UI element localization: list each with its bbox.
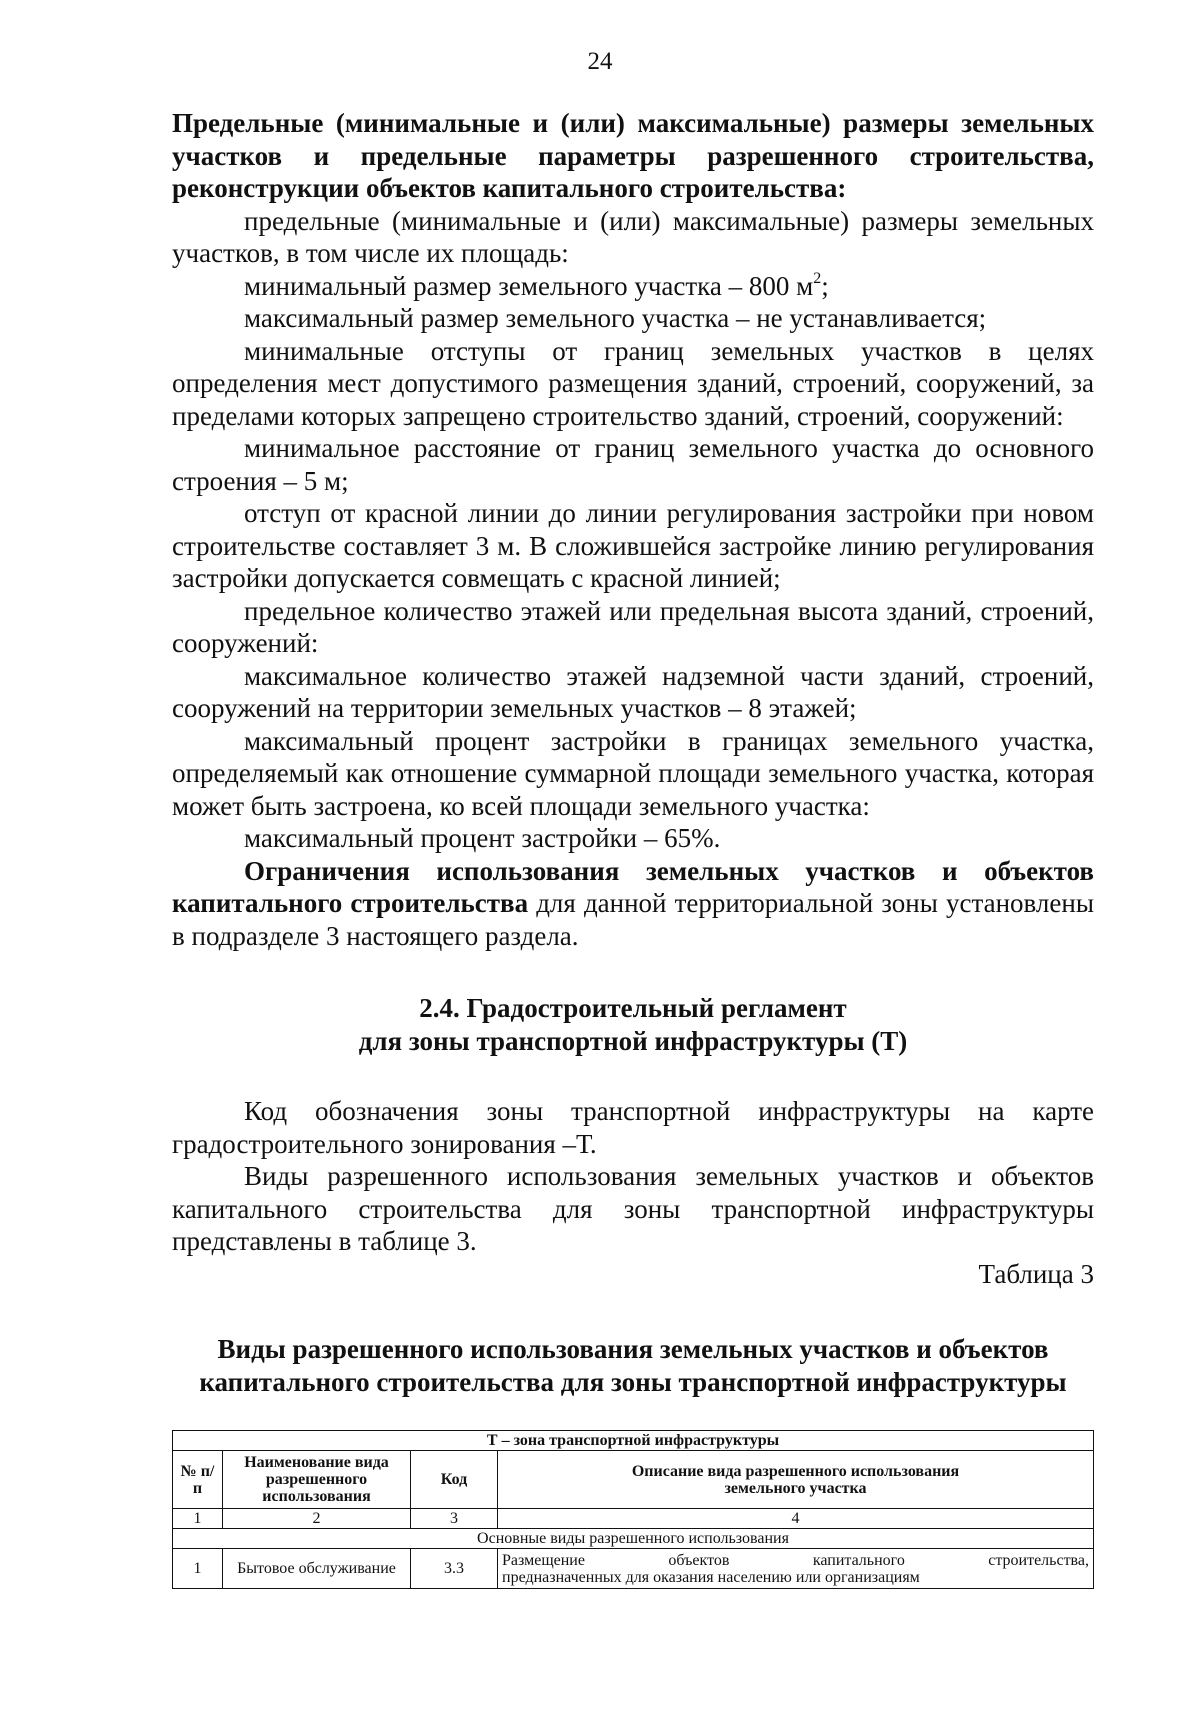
limits-paragraph: минимальное расстояние от границ земельного участка до основного строения – 5 м; [172, 433, 1094, 496]
limits-paragraph [172, 270, 1094, 303]
zone-header-row [173, 1431, 1094, 1451]
row-desc [498, 1549, 1094, 1589]
col-header-name: Наименование вида разрешенного использования [223, 1451, 411, 1509]
table-title-line2: капитального строительства для зоны транспортной инфраструктуры [199, 1366, 1067, 1397]
column-header-row [173, 1451, 1094, 1509]
limits-paragraph: отступ от красной линии до линии регулирования застройки при новом строительстве составляет 3 м. В сложившейся застройке линию регулирования застройки допускается совмещать с красной линией; [172, 498, 1094, 593]
index-row [173, 1509, 1094, 1529]
limits-paragraph: максимальный размер земельного участка – не устанавливается; [244, 303, 987, 333]
punctuation: ; [821, 270, 829, 301]
index-cell: 3 [411, 1509, 498, 1529]
zone-uses-paragraph: Виды разрешенного использования земельных участков и объектов капитального строительства для зоны транспортной инфраструктуры представлены в таблице 3. [172, 1161, 1094, 1256]
group-row [173, 1529, 1094, 1549]
section-heading-line1: 2.4. Градостроительный регламент [419, 993, 847, 1023]
superscript: 2 [813, 269, 822, 287]
index-cell: 2 [223, 1509, 411, 1529]
permitted-uses-table [172, 1430, 1094, 1589]
group-main-cell: Основные виды разрешенного использования [173, 1529, 1094, 1549]
col-header-desc-text: Описание вида разрешенного использования земельного участка [631, 1462, 960, 1497]
limits-paragraph: предельное количество этажей или предельная высота зданий, строений, сооружений: [172, 595, 1094, 658]
index-cell: 4 [498, 1509, 1094, 1529]
table-label: Таблица 3 [978, 1258, 1094, 1289]
limits-paragraph: максимальное количество этажей надземной части зданий, строений, сооружений на территории земельных участков – 8 этажей; [172, 660, 1094, 723]
limits-paragraph: предельные (минимальные и (или) максимальные) размеры земельных участков, в том числе их площадь: [172, 205, 1094, 268]
limits-paragraph: максимальный процент застройки – 65%. [244, 823, 721, 853]
limits-paragraph: максимальный процент застройки в границах земельного участка, определяемый как отношение суммарной площади земельного участка, которая может быть застроена, ко всей площади земельного участка: [172, 725, 1094, 821]
page-body [172, 107, 1094, 1589]
restrictions-text: для данной территориальной зоны установлены в подразделе 3 настоящего раздела. [172, 888, 1094, 951]
col-header-num: № п/п [173, 1451, 223, 1509]
zone-header-cell: Т – зона транспортной инфраструктуры [173, 1431, 1094, 1451]
row-num: 1 [173, 1549, 223, 1589]
restrictions-paragraph [172, 855, 1094, 953]
col-header-desc [498, 1451, 1094, 1509]
limits-paragraph: минимальные отступы от границ земельных участков в целях определения мест допустимого размещения зданий, строений, сооружений, за пределами которых запрещено строительство зданий, строений, сооружений: [172, 335, 1094, 431]
col-header-code: Код [411, 1451, 498, 1509]
page-number: 24 [587, 48, 613, 75]
min-area-text: минимальный размер земельного участка – 800 м [244, 270, 814, 301]
row-desc-line1: Размещение объектов капитального строительства, [502, 1551, 1089, 1569]
limits-title: Предельные (минимальные и (или) максимальные) размеры земельных участков и предельные параметры разрешенного строительства, реконструкции объектов капитального строительства: [172, 108, 1094, 203]
table-row [173, 1549, 1094, 1589]
zone-code-paragraph: Код обозначения зоны транспортной инфраструктуры на карте градостроительного зонирования –Т. [172, 1096, 1094, 1159]
table-title-line1: Виды разрешенного использования земельных участков и объектов [217, 1334, 1049, 1364]
row-code: 3.3 [411, 1549, 498, 1589]
index-cell: 1 [173, 1509, 223, 1529]
row-desc-line2: предназначенных для оказания населению или организациям [502, 1568, 920, 1586]
row-name: Бытовое обслуживание [223, 1549, 411, 1589]
section-heading-line2: для зоны транспортной инфраструктуры (Т) [358, 1025, 908, 1056]
restrictions-bold: Ограничения использования земельных участков и объектов капитального строительства [172, 855, 1094, 918]
